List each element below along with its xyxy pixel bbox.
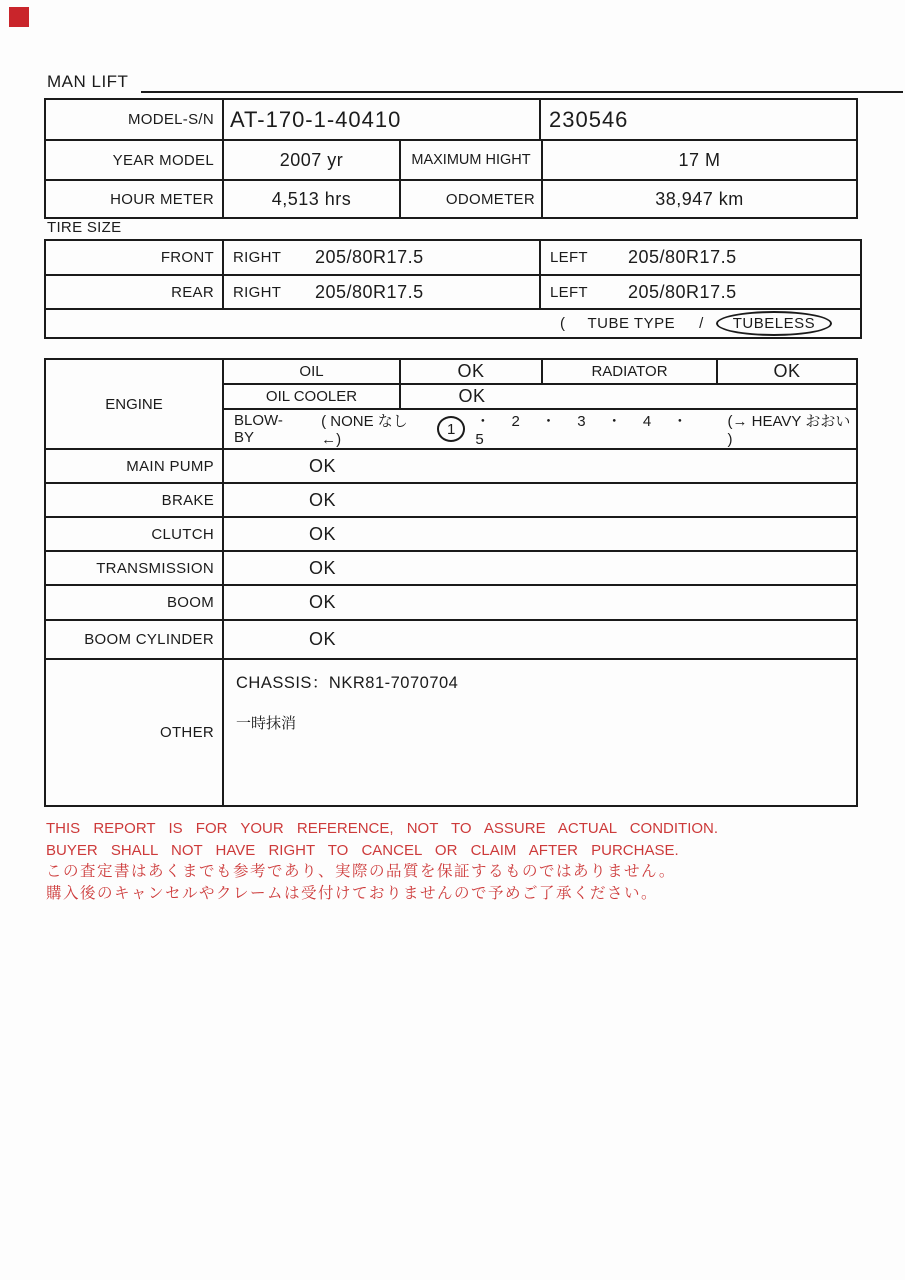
red-stamp-square xyxy=(9,7,29,27)
inspection-table xyxy=(44,358,858,807)
year-model-label: YEAR MODEL xyxy=(112,151,214,169)
front-right-cell xyxy=(222,241,539,274)
disclaimer-line-en-2: BUYER SHALL NOT HAVE RIGHT TO CANCEL OR CLAIM AFTER PURCHASE. xyxy=(46,841,679,859)
blowby-cell xyxy=(224,410,856,448)
tube-open-paren: ( xyxy=(560,315,566,332)
table-row xyxy=(46,139,856,179)
table-row xyxy=(46,584,856,619)
right-label: RIGHT xyxy=(233,283,282,301)
rear-left-size: 205/80R17.5 xyxy=(628,281,737,302)
engine-subtable xyxy=(222,360,856,448)
spec-table xyxy=(44,98,858,219)
oil-cooler-row xyxy=(224,383,856,408)
left-label: LEFT xyxy=(550,283,588,301)
transmission-value: OK xyxy=(222,552,856,584)
brake-label: BRAKE xyxy=(161,491,214,509)
table-row xyxy=(46,448,856,482)
table-row xyxy=(46,516,856,550)
oil-cooler-value: OK xyxy=(458,386,486,406)
blowby-selected-circle xyxy=(437,416,465,442)
transmission-label: TRANSMISSION xyxy=(96,559,214,577)
oil-value: OK xyxy=(399,360,541,383)
rear-right-cell xyxy=(222,276,539,308)
model-sn-label: MODEL-S/N xyxy=(127,111,214,128)
front-label: FRONT xyxy=(160,249,214,266)
brake-value: OK xyxy=(222,484,856,516)
tire-size-section-label: TIRE SIZE xyxy=(47,219,122,236)
right-label: RIGHT xyxy=(233,249,282,266)
rear-label: REAR xyxy=(171,283,214,301)
main-pump-value: OK xyxy=(222,450,856,482)
tube-type-row xyxy=(46,308,860,337)
tube-type-cell xyxy=(46,310,860,337)
boom-value: OK xyxy=(222,586,856,619)
table-row xyxy=(46,482,856,516)
maximum-height-value: 17 M xyxy=(541,141,856,179)
table-row xyxy=(46,241,860,274)
page-title: MAN LIFT xyxy=(47,72,129,91)
table-row xyxy=(46,619,856,658)
disclaimer xyxy=(46,818,718,905)
blowby-label: BLOW-BY xyxy=(234,412,283,446)
blowby-row xyxy=(224,408,856,448)
hour-meter-value: 4,513 hrs xyxy=(222,181,399,217)
rear-right-size: 205/80R17.5 xyxy=(315,281,424,302)
deregistration-note: 一時抹消 xyxy=(236,715,297,732)
tubeless-option: TUBELESS xyxy=(732,315,816,332)
other-row xyxy=(46,658,856,805)
tube-type-option: TUBE TYPE xyxy=(587,315,676,332)
header-rule xyxy=(141,91,903,93)
front-left-size: 205/80R17.5 xyxy=(628,247,737,267)
left-label: LEFT xyxy=(550,249,588,266)
disclaimer-line-jp-2: 購入後のキャンセルやクレームは受付けておりませんので予めご了承ください。 xyxy=(46,885,659,902)
boom-label: BOOM xyxy=(166,594,214,611)
blowby-scale-numbers: ・ 2 ・ 3 ・ 4 ・ 5 xyxy=(475,413,689,448)
table-row xyxy=(46,179,856,217)
table-row xyxy=(46,274,860,308)
odometer-value: 38,947 km xyxy=(541,181,856,217)
table-row xyxy=(46,100,856,139)
main-pump-label: MAIN PUMP xyxy=(126,457,214,475)
oil-cooler-label: OIL COOLER xyxy=(265,388,358,405)
oil-cooler-value-cell xyxy=(399,385,856,408)
hour-meter-label: HOUR METER xyxy=(110,190,214,208)
model-sn-value: AT-170-1-40410 xyxy=(222,100,539,139)
tire-table xyxy=(44,239,862,339)
front-left-cell xyxy=(539,241,860,274)
table-row xyxy=(46,550,856,584)
boom-cylinder-value: OK xyxy=(222,621,856,658)
clutch-value: OK xyxy=(222,518,856,550)
blowby-selected-value: 1 xyxy=(447,420,456,438)
odometer-label: ODOMETER xyxy=(399,181,541,217)
blowby-scale-suffix: (→ HEAVY おおい ) xyxy=(727,413,851,448)
clutch-label: CLUTCH xyxy=(151,525,214,543)
rear-left-cell xyxy=(539,276,860,308)
serial-value: 230546 xyxy=(539,100,856,139)
tube-slash: / xyxy=(699,315,704,332)
blowby-scale-prefix: ( NONE なし ←) xyxy=(321,413,408,448)
oil-label: OIL xyxy=(299,363,324,380)
other-label: OTHER xyxy=(160,724,214,741)
tubeless-selected-circle xyxy=(716,311,832,336)
oil-radiator-row xyxy=(224,360,856,383)
chassis-number: CHASSIS：NKR81-7070704 xyxy=(236,674,459,692)
radiator-label: RADIATOR xyxy=(541,360,716,383)
engine-row xyxy=(46,360,856,448)
radiator-value: OK xyxy=(716,360,856,383)
disclaimer-line-jp-1: この査定書はあくまでも参考であり、実際の品質を保証するものではありません。 xyxy=(46,863,676,880)
disclaimer-line-en-1: THIS REPORT IS FOR YOUR REFERENCE, NOT TO ASSURE ACTUAL CONDITION. xyxy=(46,820,719,837)
year-model-value: 2007 yr xyxy=(222,141,399,179)
engine-label: ENGINE xyxy=(105,395,163,413)
boom-cylinder-label: BOOM CYLINDER xyxy=(84,631,214,648)
other-content-cell xyxy=(222,660,856,805)
front-right-size: 205/80R17.5 xyxy=(315,247,424,267)
maximum-height-label: MAXIMUM HIGHT xyxy=(399,141,541,179)
